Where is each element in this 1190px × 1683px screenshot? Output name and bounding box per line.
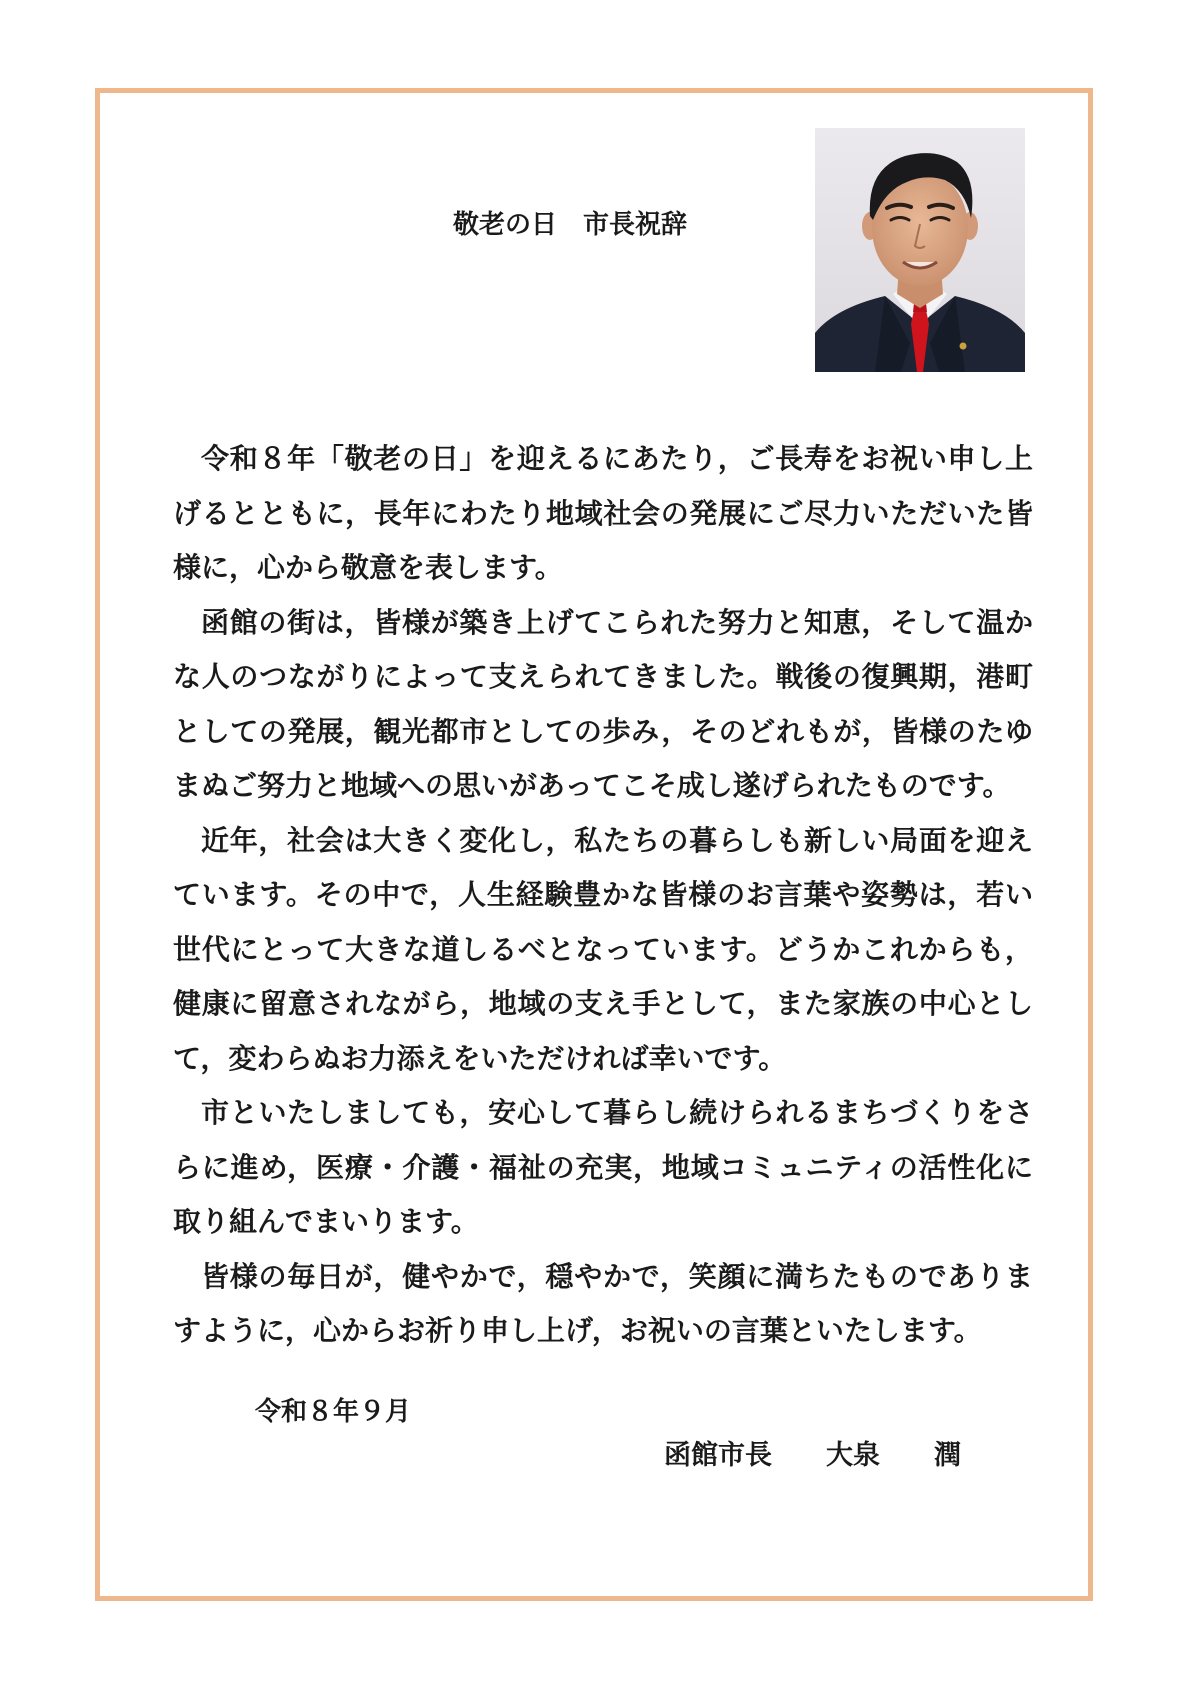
paragraph: 市といたしましても，安心して暮らし続けられるまちづくりをさらに進め，医療・介護・福祉の充実，地域コミュニティの活性化に取り組んでまいります。 xyxy=(173,1096,1033,1238)
paragraph: 近年，社会は大きく変化し，私たちの暮らしも新しい局面を迎えています。その中で，人生経験豊かな皆様のお言葉や姿勢は，若い世代にとって大きな道しるべとなっています。どうかこれからも，健康に留意されながら，地域の支え手として，また家族の中心として，変わらぬお力添えをいただければ幸いです。 xyxy=(173,823,1033,1075)
paragraph: 令和８年「敬老の日」を迎えるにあたり，ご長寿をお祝い申し上げるとともに，長年にわたり地域社会の発展にご尽力いただいた皆様に，心から敬意を表します。 xyxy=(173,442,1033,584)
document-date: 令和８年９月 xyxy=(255,1397,412,1427)
signature-line: 函館市長 大泉 潤 xyxy=(664,1440,961,1471)
speech-body xyxy=(173,432,1033,1359)
paragraph: 皆様の毎日が，健やかで，穏やかで，笑顔に満ちたものでありますように，心からお祈り申し上げ，お祝いの言葉といたします。 xyxy=(173,1259,1033,1347)
paragraph: 函館の街は，皆様が築き上げてこられた努力と知恵，そして温かな人のつながりによって支えられてきました。戦後の復興期，港町としての発展，観光都市としての歩み，そのどれもが，皆様のたゆまぬご努力と地域への思いがあってこそ成し遂げられたものです。 xyxy=(173,605,1033,802)
portrait-image xyxy=(815,128,1025,372)
document-title: 敬老の日 市長祝辞 xyxy=(452,210,687,240)
mayor-portrait xyxy=(815,128,1025,372)
